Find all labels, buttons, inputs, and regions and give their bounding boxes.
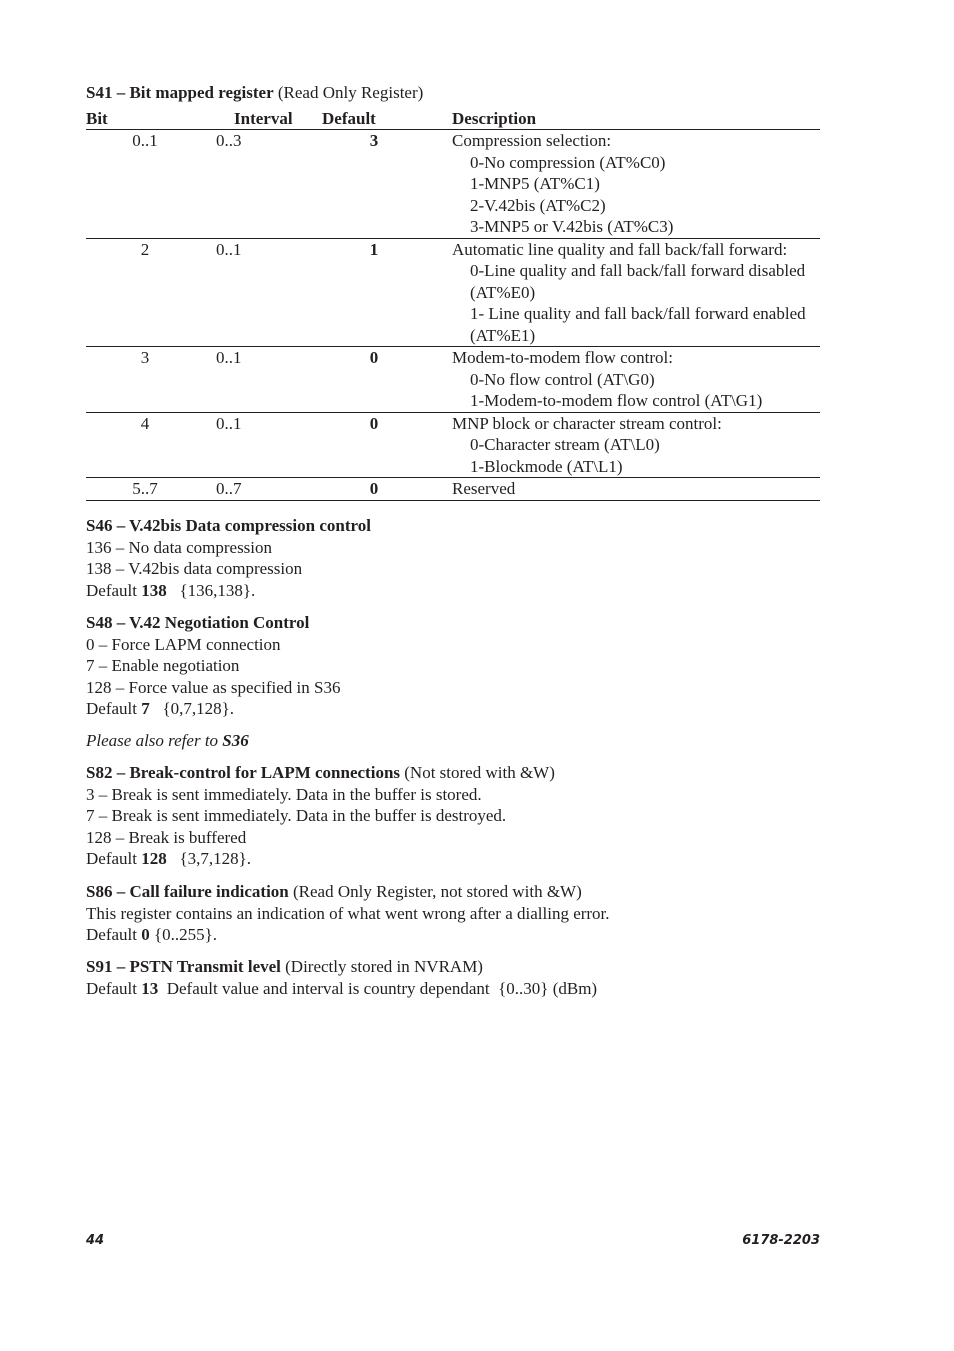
s48-default-value: 7 (141, 699, 150, 718)
s91-heading: S91 – PSTN Transmit level (Directly stored in NVRAM) (86, 957, 483, 976)
s86-default-value: 0 (141, 925, 150, 944)
s86-default-range: {0..255}. (149, 925, 218, 944)
description-option: 0-No compression (AT%C0) (470, 152, 666, 172)
s46-default-range: {136,138}. (166, 580, 256, 600)
s46-line: 138 – V.42bis data compression (86, 559, 303, 578)
s48-line: 0 – Force LAPM connection (86, 634, 281, 654)
cell-bit: 2 (140, 239, 150, 259)
s48-heading: S48 – V.42 Negotiation Control (86, 613, 310, 632)
s82-default-value: 128 (141, 849, 167, 868)
s48-default-range: {0,7,128}. (149, 699, 235, 718)
description-text: Reserved (452, 479, 516, 498)
page-footer (86, 1233, 820, 1248)
s48-default: Default 7 {0,7,128}. (86, 699, 235, 718)
table-row (86, 130, 820, 239)
s48-section (86, 612, 820, 751)
s48-line: 128 – Force value as specified in S36 (86, 677, 341, 697)
s86-line: This register contains an indication of what went wrong after a dialling error. (86, 903, 610, 923)
description-text: Modem-to-modem flow control: (452, 348, 673, 367)
s82-default-range: {3,7,128}. (166, 849, 252, 868)
s46-default: Default 138 {136,138}. (86, 580, 256, 600)
description-option: 1-Modem-to-modem flow control (AT\G1) (470, 391, 763, 410)
header-bit: Bit (86, 108, 204, 130)
description-text: Compression selection: (452, 131, 612, 150)
cell-bit: 5..7 (132, 479, 158, 498)
s46-default-value: 138 (141, 580, 167, 600)
cell-default: 0 (369, 413, 379, 433)
s82-line: 7 – Break is sent immediately. Data in the buffer is destroyed. (86, 806, 507, 825)
cell-interval: 0..7 (216, 479, 242, 498)
description-text: Automatic line quality and fall back/fall forward: (452, 239, 788, 259)
s86-heading: S86 – Call failure indication (Read Only Register, not stored with &W) (86, 882, 582, 901)
cell-default: 3 (369, 131, 379, 150)
s82-line: 128 – Break is buffered (86, 827, 247, 847)
s41-bit-table (86, 108, 820, 501)
description-option: 2-V.42bis (AT%C2) (470, 195, 606, 215)
s46-heading: S46 – V.42bis Data compression control (86, 516, 371, 535)
cell-default: 0 (369, 348, 379, 367)
document-number: 6178-2203 (742, 1233, 820, 1248)
s41-heading-rest: (Read Only Register) (273, 83, 424, 102)
header-default: Default (322, 108, 426, 130)
table-row (86, 347, 820, 413)
cell-bit: 3 (140, 348, 150, 367)
s46-section (86, 515, 820, 601)
s82-default: Default 128 {3,7,128}. (86, 849, 252, 868)
header-description: Description (426, 108, 820, 130)
s82-heading: S82 – Break-control for LAPM connections (Not stored with &W) (86, 763, 555, 782)
s86-default: Default 0 {0..255}. (86, 925, 218, 944)
s41-heading-bold: S41 – Bit mapped register (86, 83, 274, 102)
cell-description (426, 347, 820, 413)
s82-section (86, 762, 820, 870)
description-option: 0-Line quality and fall back/fall forward disabled (AT%E0) (470, 261, 806, 302)
description-option: 0-Character stream (AT\L0) (470, 435, 660, 454)
description-option: 1- Line quality and fall back/fall forward enabled (AT%E1) (470, 304, 806, 345)
s48-note-ref: S36 (222, 730, 249, 750)
cell-interval: 0..1 (216, 348, 242, 367)
s91-section (86, 956, 820, 999)
cell-default: 0 (369, 479, 379, 498)
cell-description (426, 478, 820, 501)
s48-note: Please also refer to S36 (86, 730, 249, 750)
description-option: 0-No flow control (AT\G0) (470, 369, 655, 389)
cell-interval: 0..1 (216, 239, 242, 259)
description-option: 3-MNP5 or V.42bis (AT%C3) (470, 217, 674, 236)
cell-bit: 4 (140, 413, 150, 433)
description-text: MNP block or character stream control: (452, 413, 722, 433)
table-row (86, 238, 820, 347)
cell-description (426, 412, 820, 478)
s91-default-value: 13 (141, 978, 159, 998)
s86-section (86, 881, 820, 946)
description-option: 1-Blockmode (AT\L1) (470, 456, 623, 476)
cell-interval: 0..1 (216, 413, 242, 433)
description-option: 1-MNP5 (AT%C1) (470, 174, 600, 193)
cell-default: 1 (369, 239, 379, 259)
page-number: 44 (86, 1233, 105, 1248)
s82-line: 3 – Break is sent immediately. Data in the buffer is stored. (86, 784, 482, 804)
table-header-row (86, 108, 820, 130)
s91-default: Default 13 Default value and interval is country dependant {0..30} (dBm) (86, 978, 598, 998)
table-row (86, 478, 820, 501)
s46-line: 136 – No data compression (86, 537, 273, 557)
cell-description (426, 130, 820, 239)
s41-heading (86, 82, 423, 103)
table-row (86, 412, 820, 478)
header-interval: Interval (204, 108, 322, 130)
cell-interval: 0..3 (216, 131, 242, 150)
cell-description (426, 238, 820, 347)
s48-line: 7 – Enable negotiation (86, 656, 240, 675)
cell-bit: 0..1 (132, 131, 158, 150)
s91-default-range: Default value and interval is country dependant {0..30} (dBm) (158, 978, 598, 998)
